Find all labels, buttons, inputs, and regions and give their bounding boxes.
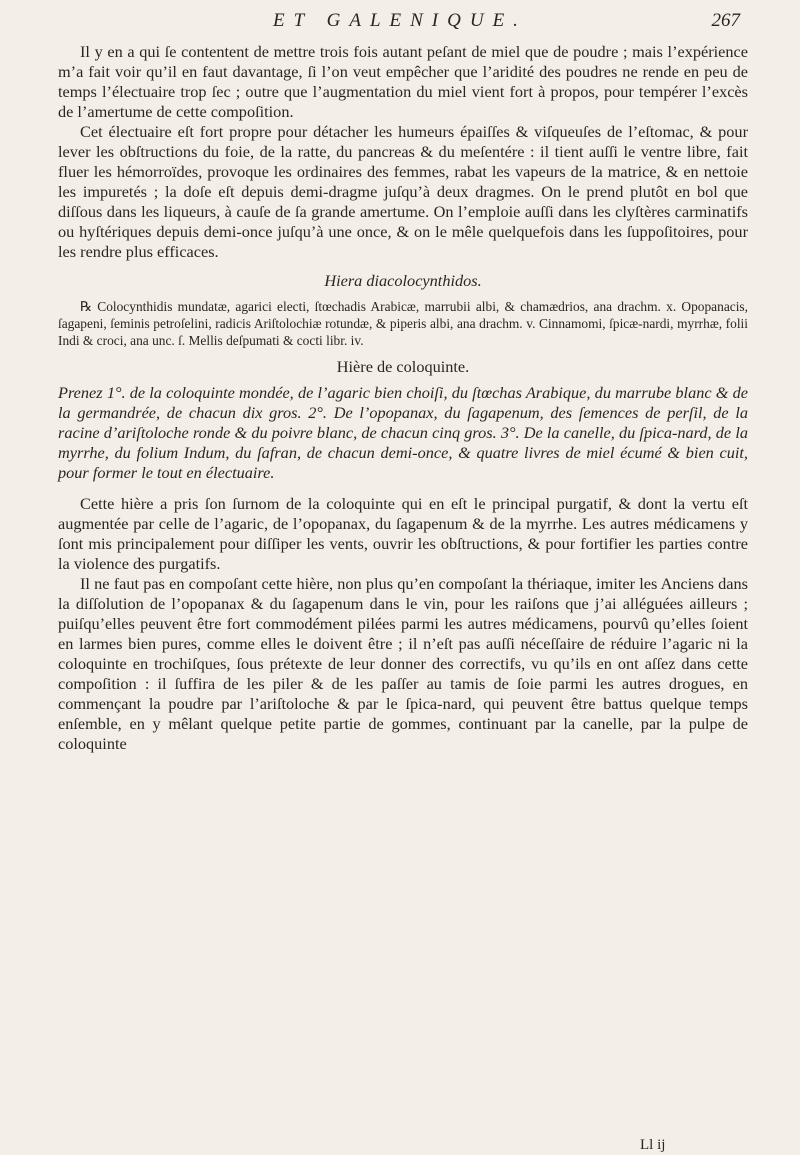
paragraph-honey-ratio: Il y en a qui ſe contentent de mettre trois fois autant peſant de miel que de poudre ; mais l’expérience m’a fait voir qu’il en faut davantage, ſi l’on veut empêcher que l’aridité des poudres ne rende en peu de temps l’électuaire trop ſec ; outre que l’augmentation du miel vient fort à propos, pour tempérer l’excès de l’amertume de cette compoſition. <box>58 42 748 121</box>
paragraph-preparation: Il ne faut pas en compoſant cette hière, non plus qu’en compoſant la thériaque, imiter les Anciens dans la diſſolution de l’opopanax & du ſagapenum dans le vin, pour les raiſons que j’ai alléguées ailleurs ; puiſqu’elles peuvent être fort commodément pilées parmi les autres médicamens, pourvû qu’elles ſoient en larmes bien pures, comme elles le doivent être ; il n’eſt pas auſſi néceſſaire de réduire l’agaric ni la coloquinte en trochiſques, ſous prétexte de leur donner des correctifs, vu qu’ils en ont aſſez dans cette compoſition : il ſuffira de les piler & de les paſſer au tamis de ſoie parmi les autres drogues, en commençant la poudre par l’ariſtoloche & par le ſpica-nard, qui peuvent être battus quelque temps enſemble, en y mêlant quelque petite partie de gommes, continuant par la canelle, par la pulpe de coloquinte <box>58 574 748 753</box>
latin-recipe-text: ℞ Colocynthidis mundatæ, agarici electi, ſtœchadis Arabicæ, marrubii albi, & chamædrios, ana drachm. x. Opopanacis, ſagapeni, ſeminis petroſelini, radicis Ariſtolochiæ rotundæ, & piperis albi, ana drachm. v. Cinnamomi, ſpicæ-nardi, myrrhæ, folii Indi & croci, ana unc. ſ. Mellis deſpumati & cocti libr. iv. <box>58 299 748 348</box>
latin-recipe-title: Hiera diacolocynthidos. <box>324 271 482 290</box>
page-header <box>60 10 740 38</box>
body-text <box>58 42 748 754</box>
page-number: 267 <box>711 10 740 31</box>
running-title: ET GALENIQUE. <box>273 10 527 31</box>
french-recipe-lead: Prenez <box>58 383 103 402</box>
signature-mark: Ll ij <box>640 1137 666 1153</box>
paragraph-hiera-name: Cette hière a pris ſon ſurnom de la coloquinte qui en eſt le principal purgatif, & dont la vertu eſt augmentée par celle de l’agaric, de l’opopanax, du ſagapenum & de la myrrhe. Les autres médicamens y ſont mis principalement pour diſſiper les vents, ouvrir les obſtructions, & pour fortifier les parties contre la violence des purgatifs. <box>58 494 748 573</box>
french-recipe-text: 1°. de la coloquinte mondée, de l’agaric bien choiſi, du ſtœchas Arabique, du marrube blanc & de la germandrée, de chacun dix gros. 2°. De l’opopanax, du ſagapenum, des ſemences de perſil, de la racine d’ariſtoloche ronde & du poivre blanc, de chacun cinq gros. 3°. De la canelle, du ſpica-nard, de la myrrhe, du folium Indum, du ſafran, de chacun demi-once, & quatre livres de miel écumé & bien cuit, pour former le tout en électuaire. <box>58 383 748 482</box>
french-recipe-title: Hière de coloquinte. <box>336 357 470 376</box>
paragraph-electuary-uses: Cet électuaire eſt fort propre pour détacher les humeurs épaiſſes & viſqueuſes de l’eſtomac, & pour lever les obſtructions du foie, de la ratte, du pancreas & du meſentére : il tient auſſi le ventre libre, fait fluer les hémorroïdes, provoque les ordinaires des femmes, rabat les vapeurs de la matrice, & en nettoie les impuretés ; la doſe eſt depuis demi-dragme juſqu’à deux dragmes. On le prend plutôt en bol que diſſous dans les liqueurs, à cauſe de ſa grande amertume. On l’emploie auſſi dans les clyſtères carminatifs ou hyſtériques depuis demi-once juſqu’à une once, & on le mêle quelquefois dans les ſuppoſitoires, pour les rendre plus efficaces. <box>58 122 748 261</box>
french-recipe-paragraph <box>58 383 748 483</box>
